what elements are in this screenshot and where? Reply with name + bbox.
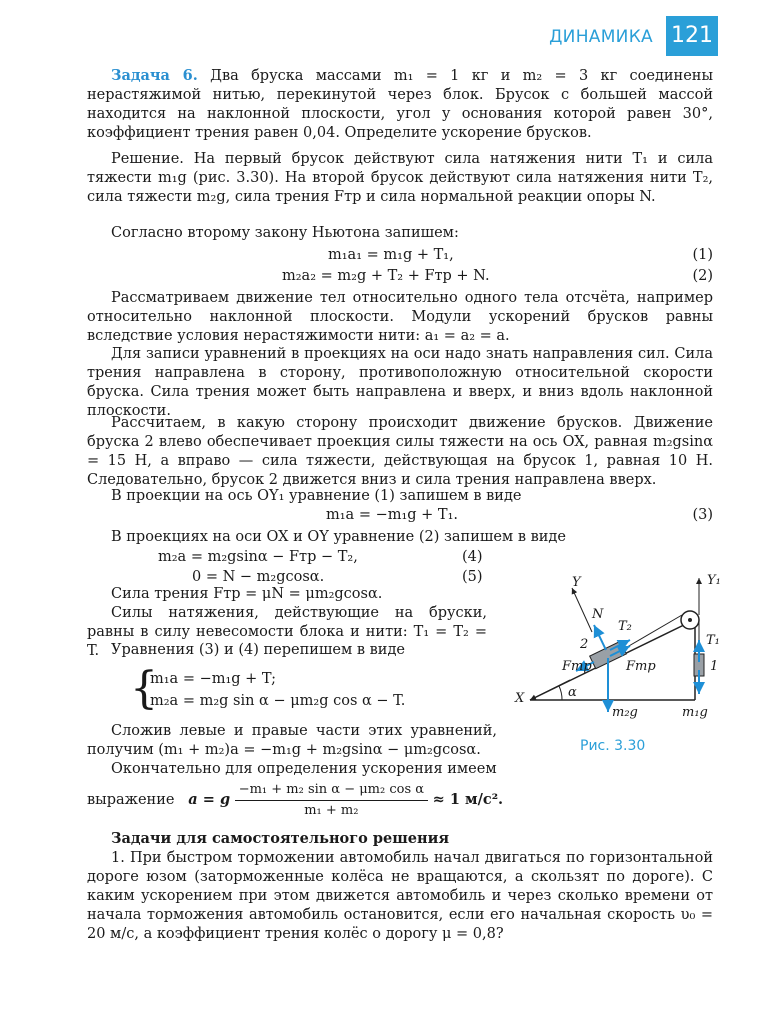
paragraph-2: Для записи уравнений в проекциях на оси надо знать направления сил. Сила трения направлена в сторону, противоположную относительной скорости бруска. Сила трения может быть направлена и вверх, и вниз вдоль наклонной плоскости.: [87, 346, 713, 419]
paragraph-6: Сила трения Fтр = μN = μm₂gcosα.: [111, 586, 383, 602]
final-numerator: −m₁ + m₂ sin α − μm₂ cos α: [235, 780, 428, 801]
label-n: N: [592, 607, 604, 622]
final-rhs: ≈ 1 м/с².: [432, 791, 504, 808]
equation-5: 0 = N − m₂gcosα.: [192, 569, 325, 585]
equation-4: m₂a = m₂gsinα − Fтр − T₂,: [158, 549, 358, 565]
header-section-title: ДИНАМИКА: [549, 27, 653, 47]
label-block-2: 2: [580, 637, 589, 652]
solution-intro: Решение. На первый брусок действуют сила натяжения нити T₁ и сила тяжести m₁g (рис. 3.30). На второй брусок действуют сила натяжения нити T₂, сила тяжести m₂g, сила трения Fтр и сила нормальной реакции опоры N.: [87, 151, 713, 205]
final-prefix: выражение: [87, 792, 175, 808]
task-text: Два бруска массами m₁ = 1 кг и m₂ = 3 кг соединены нерастяжимой нитью, перекинутой через блок. Брусок с большей массой находится на наклонной плоскости, угол у основания которой равен 30°, коэффициент трения равен 0,04. Определите ускорение брусков.: [87, 68, 714, 141]
task-paragraph: [87, 66, 713, 143]
final-formula: [87, 780, 503, 820]
task-label: Задача 6.: [111, 67, 198, 84]
self-solve-heading: Задачи для самостоятельного решения: [111, 830, 450, 847]
label-ftr-right: Fтр: [626, 659, 656, 674]
equation-5-number: (5): [462, 569, 483, 585]
final-lhs: a = g: [188, 791, 231, 808]
paragraph-5: В проекциях на оси OX и OY уравнение (2) запишем в виде: [111, 529, 566, 545]
paragraph-9: Сложив левые и правые части этих уравнений, получим (m₁ + m₂)a = −m₁g + m₂gsinα − μm₂gcosα.: [87, 723, 497, 758]
figure-3-30: [510, 570, 735, 730]
figure-caption: Рис. 3.30: [580, 738, 646, 754]
label-y: Y: [572, 575, 581, 590]
label-x: X: [515, 691, 525, 706]
label-ftr-left: Fтр: [562, 659, 592, 674]
paragraph-3: Рассчитаем, в какую сторону происходит движение брусков. Движение бруска 2 влево обеспечивает проекция силы тяжести на ось OX, равная m₂gsinα = 15 Н, а вправо — сила тяжести, действующая на брусок 1, равная 10 Н. Следовательно, брусок 2 движется вниз и сила трения направлена вверх.: [87, 415, 713, 488]
label-block-1: 1: [710, 659, 719, 674]
system-line-2: m₂a = m₂g sin α − μm₂g cos α − T.: [150, 693, 406, 709]
system-brace: {: [130, 663, 158, 714]
system-line-1: m₁a = −m₁g + T;: [150, 671, 276, 687]
equation-2-number: (2): [692, 268, 713, 284]
page-number: 121: [666, 16, 718, 56]
final-fraction: [235, 780, 428, 820]
label-m2g: m₂g: [612, 705, 638, 720]
equation-1-number: (1): [692, 247, 713, 263]
label-alpha: α: [568, 685, 577, 700]
paragraph-4: В проекции на ось OY₁ уравнение (1) запишем в виде: [111, 488, 522, 504]
label-y1: Y₁: [707, 573, 721, 588]
equation-4-number: (4): [462, 549, 483, 565]
paragraph-10: Окончательно для определения ускорения имеем: [111, 761, 497, 777]
label-t1: T₁: [706, 633, 720, 648]
axis-y: [572, 588, 592, 632]
equation-3-number: (3): [692, 507, 713, 523]
final-denominator: m₁ + m₂: [304, 803, 359, 818]
paragraph-8: Уравнения (3) и (4) перепишем в виде: [111, 642, 405, 658]
label-t2: T₂: [618, 619, 632, 634]
problem-1: 1. При быстром торможении автомобиль начал двигаться по горизонтальной дороге юзом (заторможенные колёса не вращаются, а скользят по дороге). С каким ускорением при этом движется автомобиль и через сколько времени от начала торможения автомобиль остановится, если его начальная скорость υ₀ = 20 м/с, а коэффициент трения колёс о дорогу μ = 0,8?: [87, 850, 713, 942]
axis-x: [530, 680, 570, 700]
equation-2: m₂a₂ = m₂g + T₂ + Fтр + N.: [282, 268, 490, 284]
vector-n: [594, 625, 606, 650]
paragraph-1: Рассматриваем движение тел относительно одного тела отсчёта, например относительно наклонной плоскости. Модули ускорений брусков равны вследствие условия нерастяжимости нити: a₁ = a₂ = a.: [87, 290, 713, 344]
equation-3: m₁a = −m₁g + T₁.: [326, 507, 459, 523]
angle-arc: [559, 686, 562, 700]
label-m1g: m₁g: [682, 705, 708, 720]
newton-line: Согласно второму закону Ньютона запишем:: [111, 225, 459, 241]
equation-1: m₁a₁ = m₁g + T₁,: [328, 247, 454, 263]
paragraph-7: Силы натяжения, действующие на бруски, равны в силу невесомости блока и нити: T₁ = T₂ = T.: [87, 605, 487, 659]
